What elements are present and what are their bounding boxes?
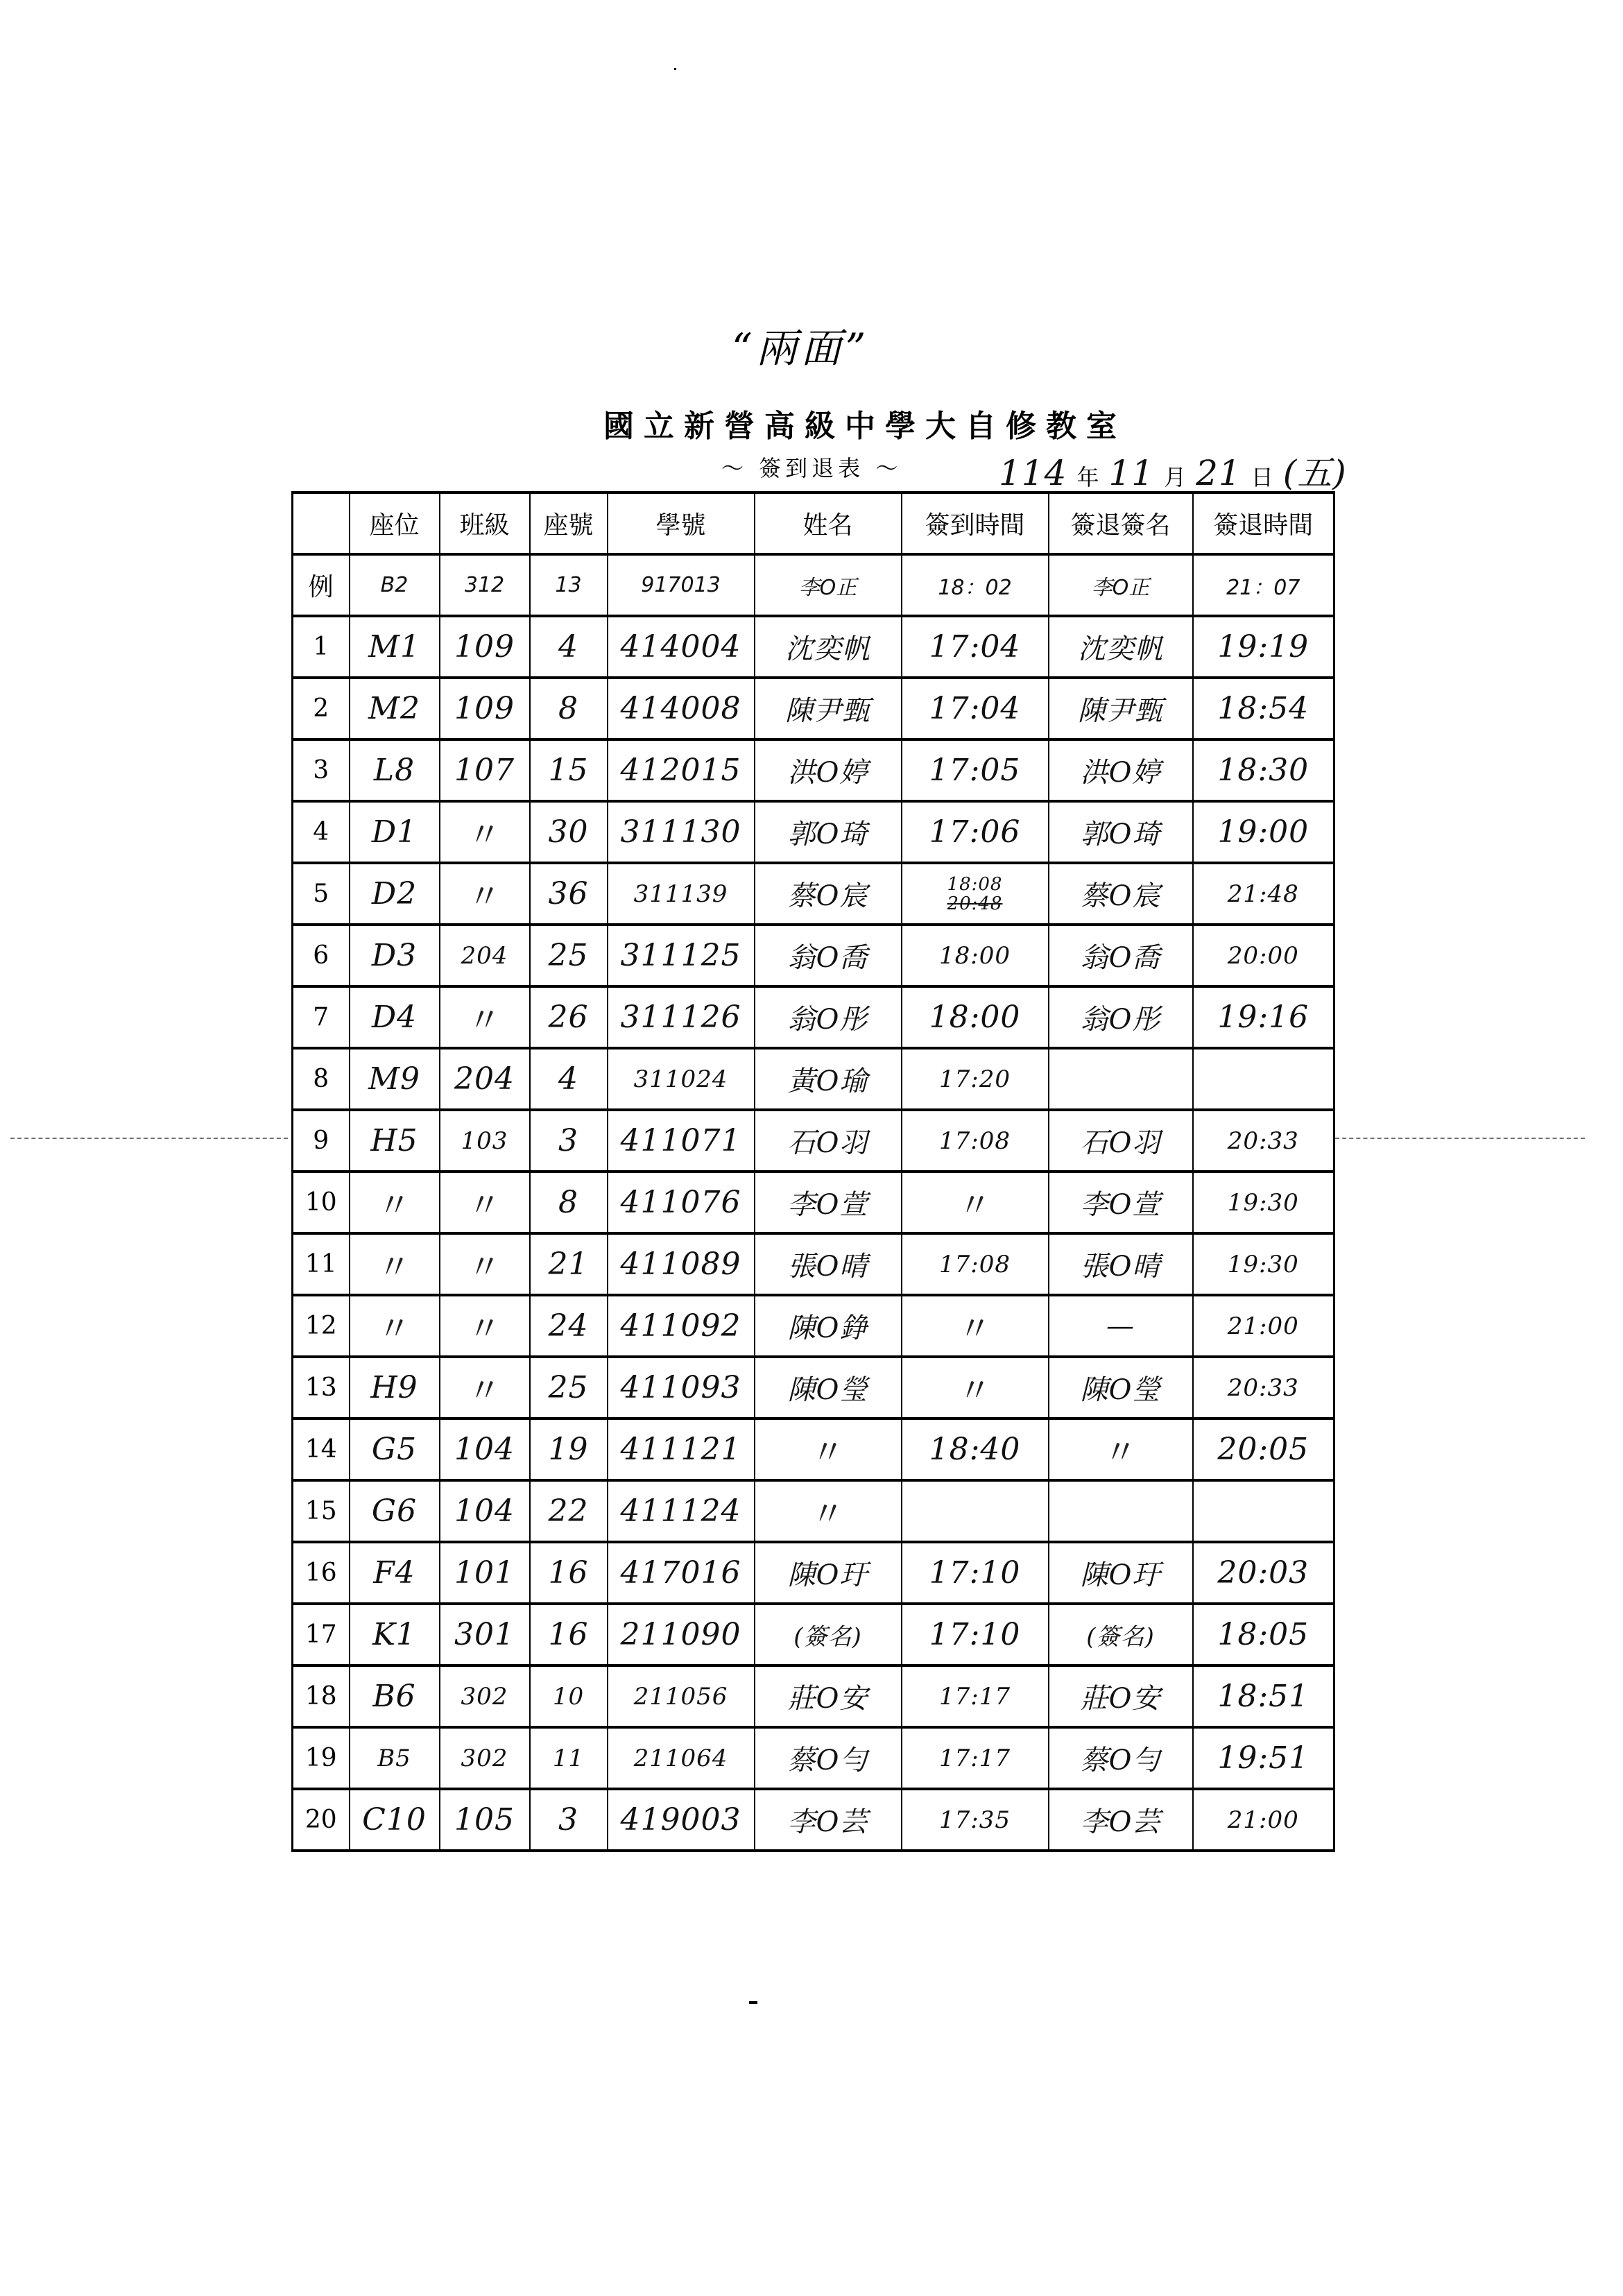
seat-cell: F4: [350, 1542, 440, 1604]
checkout-signature-cell: 翁O喬: [1049, 925, 1193, 986]
row-index: 11: [293, 1233, 350, 1295]
class-cell: 302: [440, 1665, 530, 1727]
check-out-cell: 19:30: [1193, 1172, 1334, 1233]
table-row: [293, 1604, 1334, 1665]
check-out-cell: 18:54: [1193, 678, 1334, 739]
date-day: 21: [1196, 453, 1242, 493]
table-row: [293, 1789, 1334, 1851]
row-index: 8: [293, 1048, 350, 1110]
date-month-unit: 月: [1164, 464, 1187, 490]
example-seat: B2: [350, 554, 440, 616]
row-index: 3: [293, 739, 350, 801]
checkout-signature-cell: 李O芸: [1049, 1789, 1193, 1851]
seat-cell: 〃: [350, 1295, 440, 1357]
seat-no-cell: 3: [530, 1110, 608, 1172]
seat-no-cell: 15: [530, 739, 608, 801]
name-cell: 翁O喬: [755, 925, 902, 986]
check-out-cell: [1193, 1480, 1334, 1542]
seat-cell: H5: [350, 1110, 440, 1172]
seat-cell: M9: [350, 1048, 440, 1110]
table-row: [293, 1419, 1334, 1480]
student-id-cell: 419003: [608, 1789, 755, 1851]
date-line: [999, 445, 1347, 495]
table-row: [293, 1727, 1334, 1789]
seat-cell: D4: [350, 986, 440, 1048]
header-checkout-signature: 簽退簽名: [1049, 492, 1193, 554]
header-seat-no: 座號: [530, 492, 608, 554]
row-index: 19: [293, 1727, 350, 1789]
name-cell: 李O芸: [755, 1789, 902, 1851]
check-in-cell: 17:06: [902, 801, 1049, 863]
handwritten-note-double-sided: “兩面”: [732, 325, 870, 372]
check-in-cell: 〃: [902, 1357, 1049, 1419]
class-cell: 204: [440, 925, 530, 986]
checkout-signature-cell: 郭O琦: [1049, 801, 1193, 863]
table-row: [293, 863, 1334, 925]
row-index: 17: [293, 1604, 350, 1665]
table-row: [293, 1048, 1334, 1110]
seat-no-cell: 22: [530, 1480, 608, 1542]
check-out-cell: 18:05: [1193, 1604, 1334, 1665]
seat-no-cell: 36: [530, 863, 608, 925]
table-row: [293, 616, 1334, 678]
class-cell: 103: [440, 1110, 530, 1172]
table-row: [293, 986, 1334, 1048]
checkout-signature-cell: 陳尹甄: [1049, 678, 1193, 739]
check-in-cell: 17:05: [902, 739, 1049, 801]
name-cell: 郭O琦: [755, 801, 902, 863]
example-class: 312: [440, 554, 530, 616]
header-name: 姓名: [755, 492, 902, 554]
name-cell: 蔡O勻: [755, 1727, 902, 1789]
checkout-signature-cell: 沈奕帆: [1049, 616, 1193, 678]
checkout-signature-cell: [1049, 1480, 1193, 1542]
page-subtitle: ～ 簽到退表 ～: [721, 455, 902, 481]
student-id-cell: 411121: [608, 1419, 755, 1480]
student-id-cell: 311130: [608, 801, 755, 863]
seat-no-cell: 8: [530, 1172, 608, 1233]
table-row: [293, 1480, 1334, 1542]
checkout-signature-cell: 翁O彤: [1049, 986, 1193, 1048]
student-id-cell: 311139: [608, 863, 755, 925]
example-check-out: 21：07: [1193, 554, 1334, 616]
header-index: [293, 492, 350, 554]
class-cell: 〃: [440, 801, 530, 863]
check-out-cell: 19:51: [1193, 1727, 1334, 1789]
checkout-signature-cell: 莊O安: [1049, 1665, 1193, 1727]
seat-cell: C10: [350, 1789, 440, 1851]
student-id-cell: 411124: [608, 1480, 755, 1542]
checkout-signature-cell: 陳O瑩: [1049, 1357, 1193, 1419]
example-student-id: 917013: [608, 554, 755, 616]
seat-cell: 〃: [350, 1233, 440, 1295]
row-index: 20: [293, 1789, 350, 1851]
checkout-signature-cell: 蔡O宸: [1049, 863, 1193, 925]
student-id-cell: 411093: [608, 1357, 755, 1419]
seat-no-cell: 4: [530, 616, 608, 678]
seat-cell: 〃: [350, 1172, 440, 1233]
name-cell: 張O晴: [755, 1233, 902, 1295]
name-cell: 陳O瑩: [755, 1357, 902, 1419]
check-out-cell: 20:33: [1193, 1110, 1334, 1172]
checkout-signature-cell: 李O萱: [1049, 1172, 1193, 1233]
seat-cell: D3: [350, 925, 440, 986]
seat-cell: M1: [350, 616, 440, 678]
date-weekday: (五): [1282, 453, 1347, 493]
student-id-cell: 411092: [608, 1295, 755, 1357]
example-index: 例: [293, 554, 350, 616]
row-index: 6: [293, 925, 350, 986]
name-cell: 陳尹甄: [755, 678, 902, 739]
check-out-cell: 19:19: [1193, 616, 1334, 678]
seat-cell: H9: [350, 1357, 440, 1419]
seat-no-cell: 16: [530, 1542, 608, 1604]
row-index: 12: [293, 1295, 350, 1357]
example-seat-no: 13: [530, 554, 608, 616]
seat-no-cell: 19: [530, 1419, 608, 1480]
seat-no-cell: 24: [530, 1295, 608, 1357]
check-in-cell: 18:00: [902, 925, 1049, 986]
name-cell: 〃: [755, 1419, 902, 1480]
table-row: [293, 1665, 1334, 1727]
check-out-cell: 18:51: [1193, 1665, 1334, 1727]
class-cell: 101: [440, 1542, 530, 1604]
class-cell: 〃: [440, 863, 530, 925]
check-out-cell: 19:30: [1193, 1233, 1334, 1295]
row-index: 10: [293, 1172, 350, 1233]
seat-cell: G5: [350, 1419, 440, 1480]
class-cell: 109: [440, 616, 530, 678]
example-check-in: 18：02: [902, 554, 1049, 616]
check-in-cell: 17:35: [902, 1789, 1049, 1851]
check-out-cell: 18:30: [1193, 739, 1334, 801]
seat-no-cell: 25: [530, 1357, 608, 1419]
checkout-signature-cell: 張O晴: [1049, 1233, 1193, 1295]
table-row: [293, 1172, 1334, 1233]
class-cell: 104: [440, 1419, 530, 1480]
check-in-cell: 〃: [902, 1172, 1049, 1233]
name-cell: 李O萱: [755, 1172, 902, 1233]
check-in-cell: 〃: [902, 1295, 1049, 1357]
name-cell: 石O羽: [755, 1110, 902, 1172]
check-out-cell: 20:03: [1193, 1542, 1334, 1604]
seat-no-cell: 21: [530, 1233, 608, 1295]
student-id-cell: 417016: [608, 1542, 755, 1604]
class-cell: 〃: [440, 1295, 530, 1357]
row-index: 4: [293, 801, 350, 863]
checkout-signature-cell: (簽名): [1049, 1604, 1193, 1665]
date-month: 11: [1108, 453, 1155, 493]
header-row: [293, 492, 1334, 554]
check-out-cell: 21:48: [1193, 863, 1334, 925]
check-in-cell: 17:08: [902, 1110, 1049, 1172]
student-id-cell: 311125: [608, 925, 755, 986]
class-cell: 105: [440, 1789, 530, 1851]
student-id-cell: 411076: [608, 1172, 755, 1233]
student-id-cell: 411071: [608, 1110, 755, 1172]
checkout-signature-cell: —: [1049, 1295, 1193, 1357]
class-cell: 〃: [440, 986, 530, 1048]
check-in-crossed-out: 20:48: [947, 893, 1003, 914]
example-name: 李O正: [755, 554, 902, 616]
header-student-id: 學號: [608, 492, 755, 554]
header-check-out: 簽退時間: [1193, 492, 1334, 554]
check-in-cell: 17:17: [902, 1727, 1049, 1789]
row-index: 16: [293, 1542, 350, 1604]
row-index: 1: [293, 616, 350, 678]
table-row: [293, 801, 1334, 863]
header-check-in: 簽到時間: [902, 492, 1049, 554]
student-id-cell: 211056: [608, 1665, 755, 1727]
check-out-cell: 19:00: [1193, 801, 1334, 863]
name-cell: 陳O錚: [755, 1295, 902, 1357]
check-in-cell: 17:20: [902, 1048, 1049, 1110]
check-in-cell: 17:08: [902, 1233, 1049, 1295]
seat-no-cell: 8: [530, 678, 608, 739]
seat-cell: M2: [350, 678, 440, 739]
class-cell: 107: [440, 739, 530, 801]
student-id-cell: 311024: [608, 1048, 755, 1110]
name-cell: 洪O婷: [755, 739, 902, 801]
table-row: [293, 739, 1334, 801]
class-cell: 204: [440, 1048, 530, 1110]
class-cell: 〃: [440, 1233, 530, 1295]
name-cell: 翁O彤: [755, 986, 902, 1048]
check-in-cell: 17:17: [902, 1665, 1049, 1727]
check-out-cell: 21:00: [1193, 1295, 1334, 1357]
row-index: 18: [293, 1665, 350, 1727]
seat-cell: L8: [350, 739, 440, 801]
table-row: [293, 1295, 1334, 1357]
date-year: 114: [999, 453, 1067, 493]
student-id-cell: 311126: [608, 986, 755, 1048]
header-seat: 座位: [350, 492, 440, 554]
page-title: 國立新營高級中學大自修教室: [603, 409, 1126, 444]
seat-cell: D1: [350, 801, 440, 863]
seat-cell: B6: [350, 1665, 440, 1727]
example-checkout-signature: 李O正: [1049, 554, 1193, 616]
check-in-cell: 17:10: [902, 1542, 1049, 1604]
checkout-signature-cell: 〃: [1049, 1419, 1193, 1480]
name-cell: 沈奕帆: [755, 616, 902, 678]
seat-no-cell: 4: [530, 1048, 608, 1110]
check-in-cell: 17:04: [902, 616, 1049, 678]
class-cell: 302: [440, 1727, 530, 1789]
sign-in-out-table: [291, 491, 1335, 1852]
date-day-unit: 日: [1251, 464, 1273, 490]
table-row: [293, 925, 1334, 986]
seat-cell: D2: [350, 863, 440, 925]
student-id-cell: 411089: [608, 1233, 755, 1295]
student-id-cell: 414008: [608, 678, 755, 739]
check-in-cell: 18:40: [902, 1419, 1049, 1480]
scan-speck: [674, 68, 676, 70]
student-id-cell: 211064: [608, 1727, 755, 1789]
class-cell: 301: [440, 1604, 530, 1665]
name-cell: 黃O瑜: [755, 1048, 902, 1110]
check-in-cell: [902, 1480, 1049, 1542]
row-index: 7: [293, 986, 350, 1048]
seat-no-cell: 26: [530, 986, 608, 1048]
row-index: 9: [293, 1110, 350, 1172]
check-in-corrected: 18:08: [947, 873, 1003, 895]
seat-no-cell: 16: [530, 1604, 608, 1665]
table-row: [293, 1357, 1334, 1419]
name-cell: 陳O玗: [755, 1542, 902, 1604]
scan-speck: [749, 2001, 757, 2004]
seat-cell: G6: [350, 1480, 440, 1542]
check-in-cell: 17:10: [902, 1604, 1049, 1665]
table-row: [293, 1233, 1334, 1295]
checkout-signature-cell: 洪O婷: [1049, 739, 1193, 801]
student-id-cell: 211090: [608, 1604, 755, 1665]
date-year-unit: 年: [1076, 464, 1099, 490]
checkout-signature-cell: [1049, 1048, 1193, 1110]
student-id-cell: 414004: [608, 616, 755, 678]
class-cell: 104: [440, 1480, 530, 1542]
row-index: 13: [293, 1357, 350, 1419]
table-row: [293, 1542, 1334, 1604]
row-index: 15: [293, 1480, 350, 1542]
check-out-cell: [1193, 1048, 1334, 1110]
name-cell: 〃: [755, 1480, 902, 1542]
seat-no-cell: 11: [530, 1727, 608, 1789]
check-out-cell: 19:16: [1193, 986, 1334, 1048]
checkout-signature-cell: 蔡O勻: [1049, 1727, 1193, 1789]
name-cell: 蔡O宸: [755, 863, 902, 925]
check-in-cell: 17:04: [902, 678, 1049, 739]
row-index: 5: [293, 863, 350, 925]
table-row: [293, 1110, 1334, 1172]
class-cell: 〃: [440, 1172, 530, 1233]
check-out-cell: 21:00: [1193, 1789, 1334, 1851]
check-in-cell: 18:00: [902, 986, 1049, 1048]
check-out-cell: 20:05: [1193, 1419, 1334, 1480]
student-id-cell: 412015: [608, 739, 755, 801]
row-index: 14: [293, 1419, 350, 1480]
name-cell: 莊O安: [755, 1665, 902, 1727]
class-cell: 〃: [440, 1357, 530, 1419]
seat-no-cell: 25: [530, 925, 608, 986]
check-in-cell: [902, 863, 1049, 925]
seat-no-cell: 30: [530, 801, 608, 863]
seat-no-cell: 3: [530, 1789, 608, 1851]
example-row: [293, 554, 1334, 616]
seat-cell: K1: [350, 1604, 440, 1665]
table-row: [293, 678, 1334, 739]
fold-line-right: [1335, 1138, 1585, 1139]
class-cell: 109: [440, 678, 530, 739]
header-class: 班級: [440, 492, 530, 554]
checkout-signature-cell: 陳O玗: [1049, 1542, 1193, 1604]
check-out-cell: 20:00: [1193, 925, 1334, 986]
seat-no-cell: 10: [530, 1665, 608, 1727]
seat-cell: B5: [350, 1727, 440, 1789]
checkout-signature-cell: 石O羽: [1049, 1110, 1193, 1172]
name-cell: (簽名): [755, 1604, 902, 1665]
check-out-cell: 20:33: [1193, 1357, 1334, 1419]
row-index: 2: [293, 678, 350, 739]
fold-line-left: [10, 1138, 288, 1139]
